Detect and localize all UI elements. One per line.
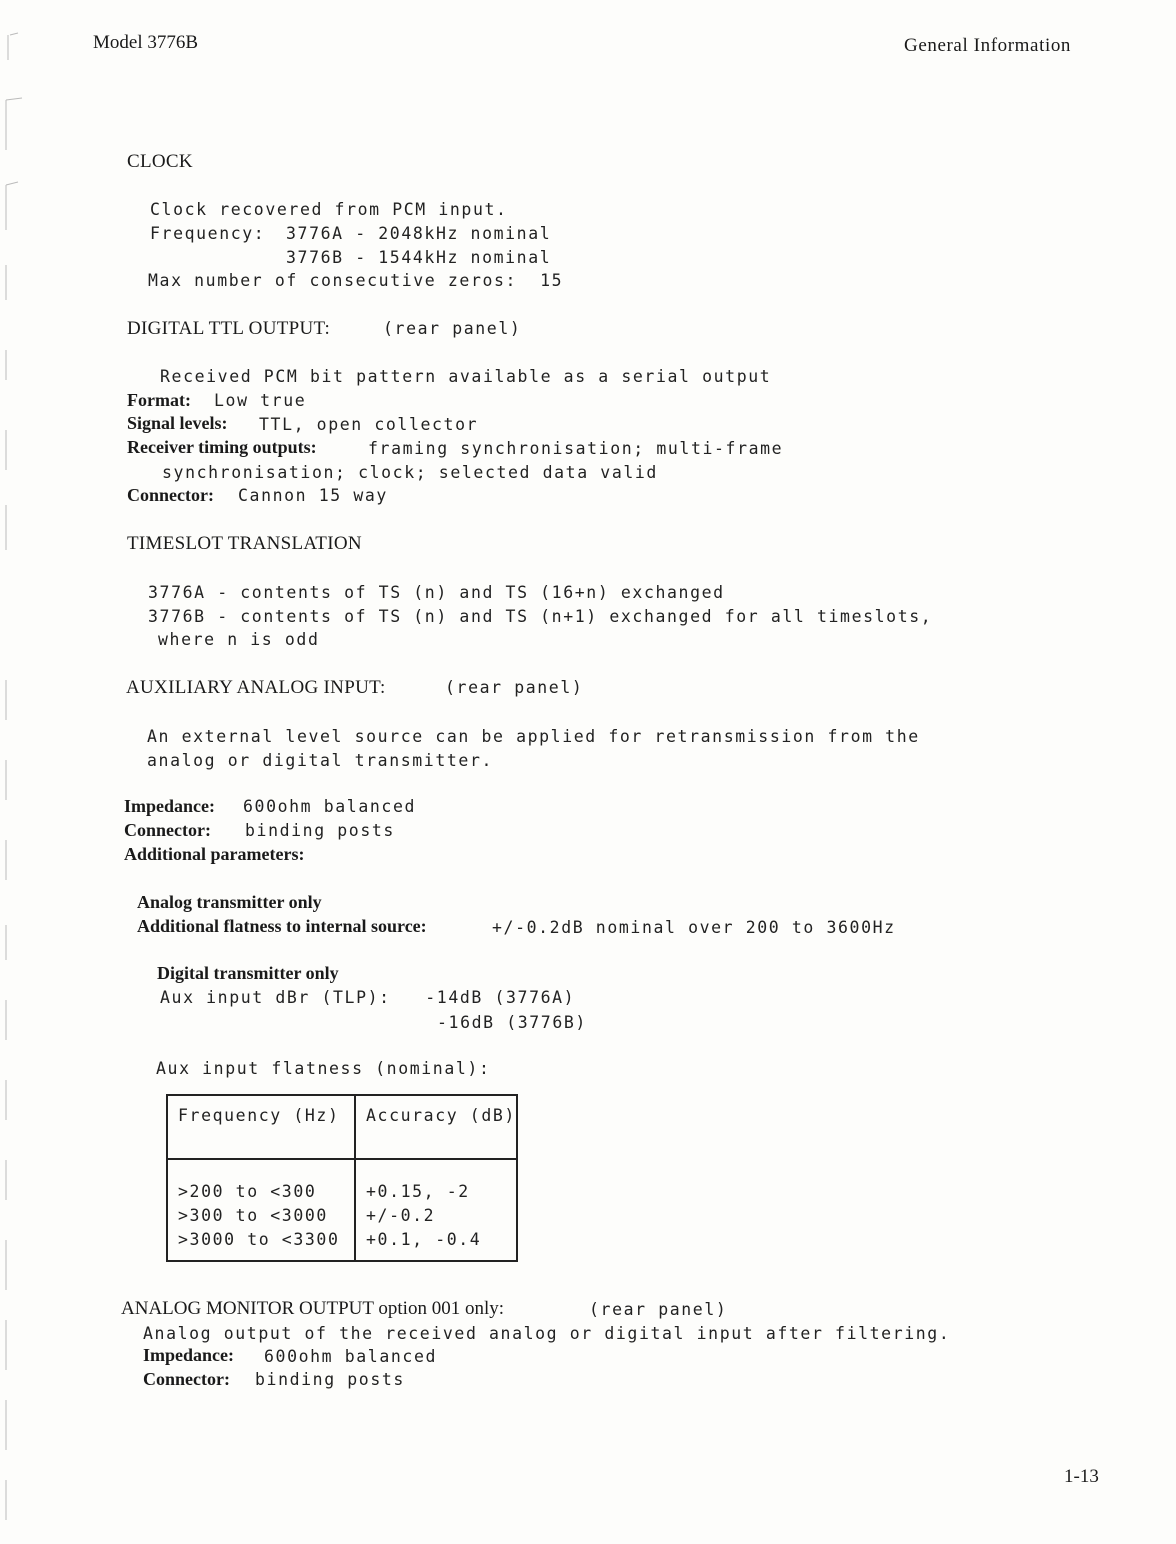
ttl-connector-value: Cannon 15 way	[238, 486, 388, 505]
aux-input-dbr-3776a: Aux input dBr (TLP): -14dB (3776A)	[160, 988, 576, 1007]
digital-ttl-heading-note: (rear panel)	[383, 319, 522, 338]
table-row	[167, 1159, 517, 1261]
digital-ttl-heading: DIGITAL TTL OUTPUT:	[127, 318, 331, 339]
clock-frequency-b: 3776B - 1544kHz nominal	[286, 248, 552, 267]
accuracy-column-header: Accuracy (dB)	[355, 1095, 517, 1159]
timeslot-heading: TIMESLOT TRANSLATION	[127, 533, 362, 554]
frequency-column-header: Frequency (Hz)	[167, 1095, 355, 1159]
timeslot-3776b-continued: where n is odd	[158, 630, 320, 649]
aux-input-description-2: analog or digital transmitter.	[147, 751, 494, 770]
accuracy-value: +/-0.2	[366, 1206, 436, 1225]
clock-heading: CLOCK	[127, 151, 193, 172]
additional-flatness-label: Additional flatness to internal source:	[137, 916, 427, 936]
clock-frequency-label: Frequency:	[150, 224, 266, 243]
monitor-output-heading: ANALOG MONITOR OUTPUT option 001 only:	[121, 1298, 504, 1319]
clock-max-zeros: Max number of consecutive zeros: 15	[148, 271, 564, 290]
timeslot-3776a: 3776A - contents of TS (n) and TS (16+n) exchanged	[148, 583, 725, 602]
monitor-impedance-label: Impedance:	[143, 1345, 234, 1365]
analog-transmitter-only-label: Analog transmitter only	[137, 892, 322, 912]
additional-parameters-label: Additional parameters:	[124, 844, 305, 864]
aux-flatness-table	[166, 1094, 518, 1262]
clock-frequency-a: 3776A - 2048kHz nominal	[286, 224, 552, 243]
accuracy-value: +0.1, -0.4	[366, 1230, 482, 1249]
header-model: Model 3776B	[93, 32, 199, 53]
aux-input-dbr-3776b: -16dB (3776B)	[437, 1013, 587, 1032]
frequency-value: >300 to <3000	[178, 1206, 328, 1225]
aux-flatness-nominal-label: Aux input flatness (nominal):	[156, 1059, 491, 1078]
ttl-connector-label: Connector:	[127, 485, 214, 505]
aux-impedance-label: Impedance:	[124, 796, 215, 816]
page-number: 1-13	[1064, 1466, 1099, 1487]
receiver-timing-continued: synchronisation; clock; selected data valid	[162, 463, 658, 482]
additional-flatness-value: +/-0.2dB nominal over 200 to 3600Hz	[492, 918, 896, 937]
signal-levels-label: Signal levels:	[127, 413, 228, 433]
monitor-connector-label: Connector:	[143, 1369, 230, 1389]
receiver-timing-value: framing synchronisation; multi-frame	[368, 439, 784, 458]
scan-edge-marks	[0, 0, 30, 1544]
aux-connector-value: binding posts	[245, 821, 395, 840]
monitor-connector-value: binding posts	[255, 1370, 405, 1389]
monitor-impedance-value: 600ohm balanced	[264, 1347, 438, 1366]
table-header-row	[167, 1095, 517, 1159]
format-label: Format:	[127, 390, 191, 410]
aux-connector-label: Connector:	[124, 820, 211, 840]
accuracy-cell	[355, 1159, 517, 1261]
header-section: General Information	[904, 35, 1072, 56]
frequency-value: >3000 to <3300	[178, 1230, 340, 1249]
aux-input-description-1: An external level source can be applied for retransmission from the	[147, 727, 920, 746]
accuracy-value: +0.15, -2	[366, 1182, 470, 1201]
monitor-output-heading-note: (rear panel)	[589, 1300, 728, 1319]
signal-levels-value: TTL, open collector	[259, 415, 479, 434]
monitor-output-description: Analog output of the received analog or digital input after filtering.	[143, 1324, 951, 1343]
digital-ttl-description: Received PCM bit pattern available as a serial output	[160, 367, 772, 386]
clock-recovered-text: Clock recovered from PCM input.	[150, 200, 508, 219]
format-value: Low true	[214, 391, 307, 410]
aux-input-heading: AUXILIARY ANALOG INPUT:	[126, 677, 386, 698]
aux-impedance-value: 600ohm balanced	[243, 797, 417, 816]
aux-input-heading-note: (rear panel)	[445, 678, 584, 697]
timeslot-3776b: 3776B - contents of TS (n) and TS (n+1) exchanged for all timeslots,	[148, 607, 933, 626]
digital-transmitter-only-label: Digital transmitter only	[157, 963, 339, 983]
frequency-cell	[167, 1159, 355, 1261]
frequency-value: >200 to <300	[178, 1182, 317, 1201]
receiver-timing-label: Receiver timing outputs:	[127, 437, 317, 457]
